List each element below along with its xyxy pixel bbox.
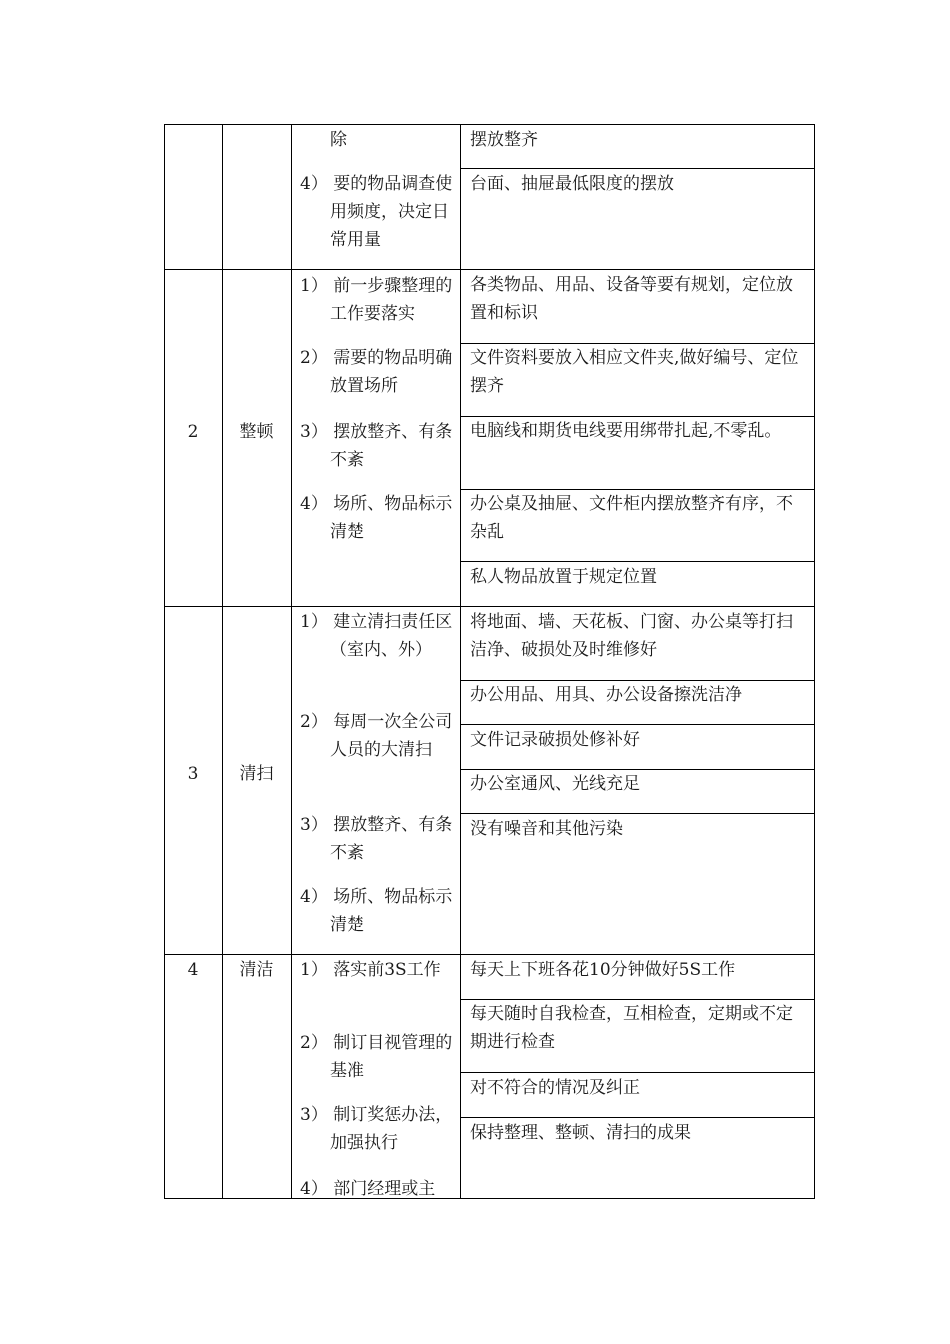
row-divider [164, 606, 815, 607]
step-item: 1） 前一步骤整理的工作要落实 [300, 276, 453, 324]
standard-item: 将地面、墙、天花板、门窗、办公桌等打扫洁净、破损处及时维修好 [470, 612, 793, 660]
row-divider [164, 954, 815, 955]
step-item: 4） 部门经理或主 [300, 1179, 436, 1197]
row-number: 2 [187, 422, 199, 442]
col-divider-2 [291, 124, 292, 1199]
standard-item: 办公桌及抽屉、文件柜内摆放整齐有序，不杂乱 [470, 494, 793, 542]
step-item: 3） 摆放整齐、有条不紊 [300, 815, 453, 863]
step-item: 3） 摆放整齐、有条不紊 [300, 422, 453, 470]
cell-divider [460, 813, 815, 814]
step-item: 2） 制订目视管理的基准 [300, 1033, 453, 1081]
step-item: 4） 场所、物品标示清楚 [300, 494, 453, 542]
step-item: 2） 每周一次全公司人员的大清扫 [300, 712, 453, 760]
col-divider-1 [222, 124, 223, 1199]
cell-divider [460, 724, 815, 725]
step-item: 4） 要的物品调查使用频度，决定日常用量 [300, 174, 453, 250]
standard-item: 每天上下班各花10分钟做好5S工作 [470, 960, 736, 980]
row-number: 4 [187, 960, 199, 980]
table-border-left [164, 124, 165, 1199]
cell-divider [460, 561, 815, 562]
standard-item: 台面、抽屉最低限度的摆放 [470, 174, 674, 194]
step-item: 1） 建立清扫责任区（室内、外） [300, 612, 453, 660]
standard-item: 没有噪音和其他污染 [470, 819, 623, 839]
col-divider-3 [460, 124, 461, 1199]
row-name: 清洁 [239, 960, 274, 980]
standard-item: 每天随时自我检查，互相检查，定期或不定期进行检查 [470, 1004, 793, 1052]
step-item: 2） 需要的物品明确放置场所 [300, 348, 453, 396]
cell-divider [460, 168, 815, 169]
row-name: 整顿 [239, 422, 274, 442]
table-border-bottom [164, 1198, 815, 1199]
standard-item: 文件记录破损处修补好 [470, 730, 640, 750]
standard-item: 电脑线和期货电线要用绑带扎起,不零乱。 [470, 421, 782, 441]
table-border-top [164, 124, 815, 125]
step-item: 3） 制订奖惩办法，加强执行 [300, 1105, 453, 1153]
standard-item: 办公用品、用具、办公设备擦洗洁净 [470, 685, 742, 705]
cell-divider [460, 1072, 815, 1073]
standard-item: 摆放整齐 [470, 130, 538, 150]
row-name: 清扫 [239, 764, 274, 784]
standard-item: 各类物品、用品、设备等要有规划，定位放置和标识 [470, 275, 793, 323]
step-item: 除 [330, 130, 347, 150]
row-divider [164, 269, 815, 270]
standard-item: 保持整理、整顿、清扫的成果 [470, 1123, 691, 1143]
standard-item: 对不符合的情况及纠正 [470, 1078, 640, 1098]
row-number: 3 [187, 764, 199, 784]
step-item: 1） 落实前3S工作 [300, 960, 441, 980]
step-item: 4） 场所、物品标示清楚 [300, 887, 453, 935]
standard-item: 私人物品放置于规定位置 [470, 567, 657, 587]
standard-item: 文件资料要放入相应文件夹,做好编号、定位摆齐 [470, 348, 799, 396]
standard-item: 办公室通风、光线充足 [470, 774, 640, 794]
cell-divider [460, 1117, 815, 1118]
table-border-right [814, 124, 815, 1199]
